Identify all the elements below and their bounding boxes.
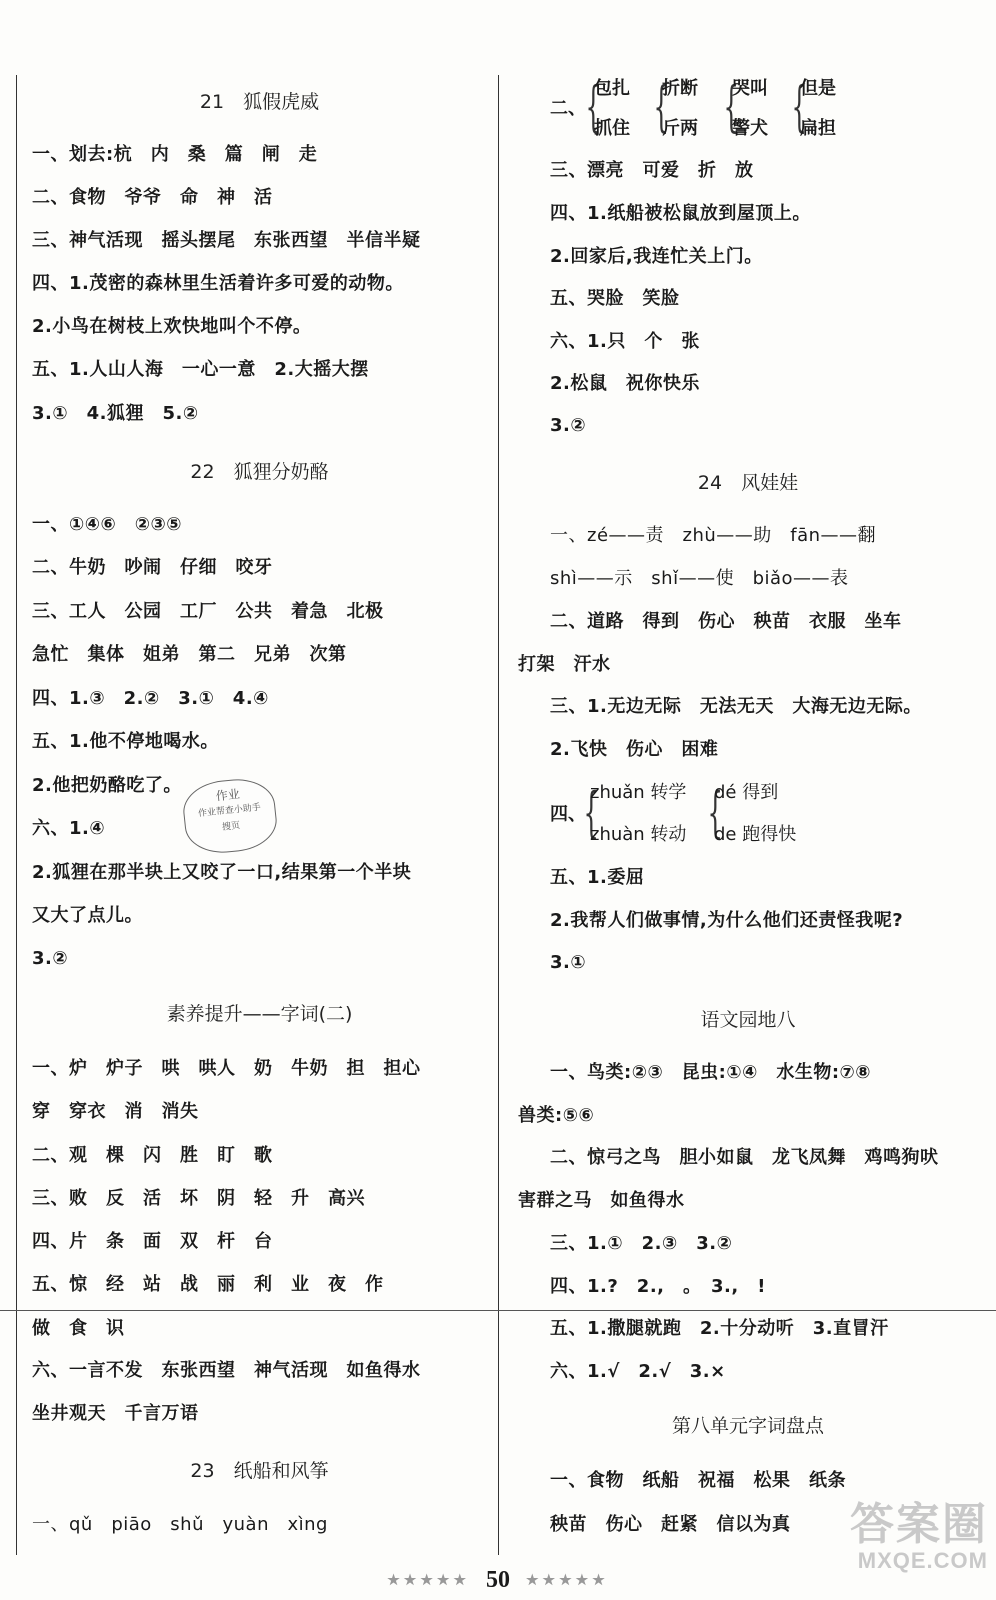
section-title-pandian: 第八单元字词盘点 (671, 1415, 824, 1437)
answer-line: 五、1.委屈 (550, 867, 645, 888)
answer-line: 一、鸟类:②③ 昆虫:①④ 水生物:⑦⑧ (550, 1062, 872, 1083)
answer-line: 三、败 反 活 坏 阴 轻 升 高兴 (32, 1188, 365, 1209)
answer-line: 二、道路 得到 伤心 秧苗 衣服 坐车 (550, 611, 902, 632)
watermark-logo: 答案圈 MXQE.COM (850, 1500, 988, 1573)
star-icon: ★★★★★ (526, 1573, 609, 1589)
answer-line: shì——示 shǐ——使 biǎo——表 (550, 568, 849, 589)
answer-line: 三、1.① 2.③ 3.② (550, 1233, 733, 1254)
section-title-24: 24 风娃娃 (697, 472, 799, 494)
homework-stamp: 作业 作业帮查小助手 搜页 (180, 775, 279, 856)
answer-line: 二、惊弓之鸟 胆小如鼠 龙飞凤舞 鸡鸣狗吠 (550, 1147, 939, 1168)
answer-line: 3.① 4.狐狸 5.② (32, 403, 199, 424)
answer-line: 一、炉 炉子 哄 哄人 奶 牛奶 担 担心 (32, 1058, 421, 1079)
answer-line: 2.回家后,我连忙关上门。 (550, 246, 763, 267)
answer-line: 3.① (550, 952, 587, 973)
section-title-suyang: 素养提升——字词(二) (166, 1003, 353, 1025)
answer-line: 一、划去:杭 内 桑 篇 闸 走 (32, 144, 318, 165)
answer-line: 一、食物 纸船 祝福 松果 纸条 (550, 1470, 846, 1491)
answer-line: 五、1.撒腿就跑 2.十分动听 3.直冒汗 (550, 1318, 889, 1339)
brace-icon: { (583, 781, 599, 844)
answer-line: 四、1.③ 2.② 3.① 4.④ (32, 688, 269, 709)
answer-line: 2.他把奶酪吃了。 (32, 775, 182, 796)
brace-icon: { (585, 75, 601, 138)
answer-line: 四、1.? 2., 。 3., ! (550, 1276, 766, 1297)
answer-line: 3.② (550, 415, 587, 436)
answer-line: 2.飞快 伤心 困难 (550, 739, 719, 760)
answer-line: 2.松鼠 祝你快乐 (550, 373, 700, 394)
answer-line: 四、片 条 面 双 杆 台 (32, 1231, 273, 1252)
answer-line: 害群之马 如鱼得水 (518, 1190, 685, 1211)
section-title-yuwen: 语文园地八 (700, 1009, 796, 1031)
answer-line: 四、1.纸船被松鼠放到屋顶上。 (550, 203, 811, 224)
answer-line: 六、一言不发 东张西望 神气活现 如鱼得水 (32, 1360, 421, 1381)
answer-line: 2.狐狸在那半块上又咬了一口,结果第一个半块 (32, 862, 412, 883)
answer-line: 二、食物 爷爷 命 神 活 (32, 187, 273, 208)
answer-line: 六、1.④ (32, 818, 106, 839)
section-title-22: 22 狐狸分奶酪 (190, 461, 329, 483)
brace-icon: { (791, 75, 807, 138)
answer-line: 兽类:⑤⑥ (518, 1105, 595, 1126)
answer-line: 三、漂亮 可爱 折 放 (550, 160, 754, 181)
answer-line: 六、1.只 个 张 (550, 331, 700, 352)
answer-line: 急忙 集体 姐弟 第二 兄弟 次第 (32, 644, 347, 665)
answer-line: 三、1.无边无际 无法无天 大海无边无际。 (550, 696, 922, 717)
answer-line: 一、qǔ piāo shǔ yuàn xìng (32, 1514, 328, 1535)
answer-line: 又大了点儿。 (32, 905, 143, 926)
brace-group-23: 二、 { 包扎 抓住 { 折断 斤两 { 哭叫 警犬 { 但是 扁担 (550, 75, 836, 139)
answer-line: 穿 穿衣 消 消失 (32, 1101, 199, 1122)
star-icon: ★★★★★ (387, 1573, 470, 1589)
answer-line: 四、1.茂密的森林里生活着许多可爱的动物。 (32, 273, 404, 294)
answer-line: 二、观 棵 闪 胜 盯 歌 (32, 1145, 273, 1166)
answer-line: 六、1.√ 2.√ 3.× (550, 1361, 726, 1382)
brace-icon: { (707, 781, 723, 844)
column-divider (498, 75, 499, 1555)
answer-line: 五、1.人山人海 一心一意 2.大摇大摆 (32, 359, 369, 380)
section-title-21: 21 狐假虎威 (199, 91, 320, 113)
answer-line: 五、1.他不停地喝水。 (32, 731, 219, 752)
question-number: 四、 (550, 804, 586, 825)
brace-icon: { (723, 75, 739, 138)
answer-line: 3.② (32, 948, 69, 969)
section-title-23: 23 纸船和风筝 (190, 1460, 329, 1482)
answer-line: 一、①④⑥ ②③⑤ (32, 514, 182, 535)
page-number: ★★★★★ 50 ★★★★★ (387, 1567, 609, 1593)
question-number: 二、 (550, 98, 586, 119)
answer-line: 五、惊 经 站 战 丽 利 业 夜 作 (32, 1274, 384, 1295)
brace-icon: { (653, 75, 669, 138)
answer-line: 2.小鸟在树枝上欢快地叫个不停。 (32, 316, 312, 337)
left-margin-line (16, 75, 17, 1555)
answer-line: 秧苗 伤心 赶紧 信以为真 (550, 1514, 791, 1535)
answer-line: 打架 汗水 (518, 654, 611, 675)
answer-line: 二、牛奶 吵闹 仔细 咬牙 (32, 557, 273, 578)
answer-line: 一、zé——责 zhù——助 fān——翻 (550, 525, 877, 546)
answer-line: 三、神气活现 摇头摆尾 东张西望 半信半疑 (32, 230, 421, 251)
answer-line: 五、哭脸 笑脸 (550, 288, 680, 309)
brace-group-24: 四、 { zhuǎn 转学 zhuàn 转动 { dé 得到 de 跑得快 (550, 781, 797, 845)
answer-line: 坐井观天 千言万语 (32, 1403, 199, 1424)
answer-line: 2.我帮人们做事情,为什么他们还责怪我呢? (550, 910, 904, 931)
answer-line: 做 食 识 (32, 1318, 125, 1339)
answer-line: 三、工人 公园 工厂 公共 着急 北极 (32, 601, 384, 622)
fold-line (0, 1310, 996, 1311)
